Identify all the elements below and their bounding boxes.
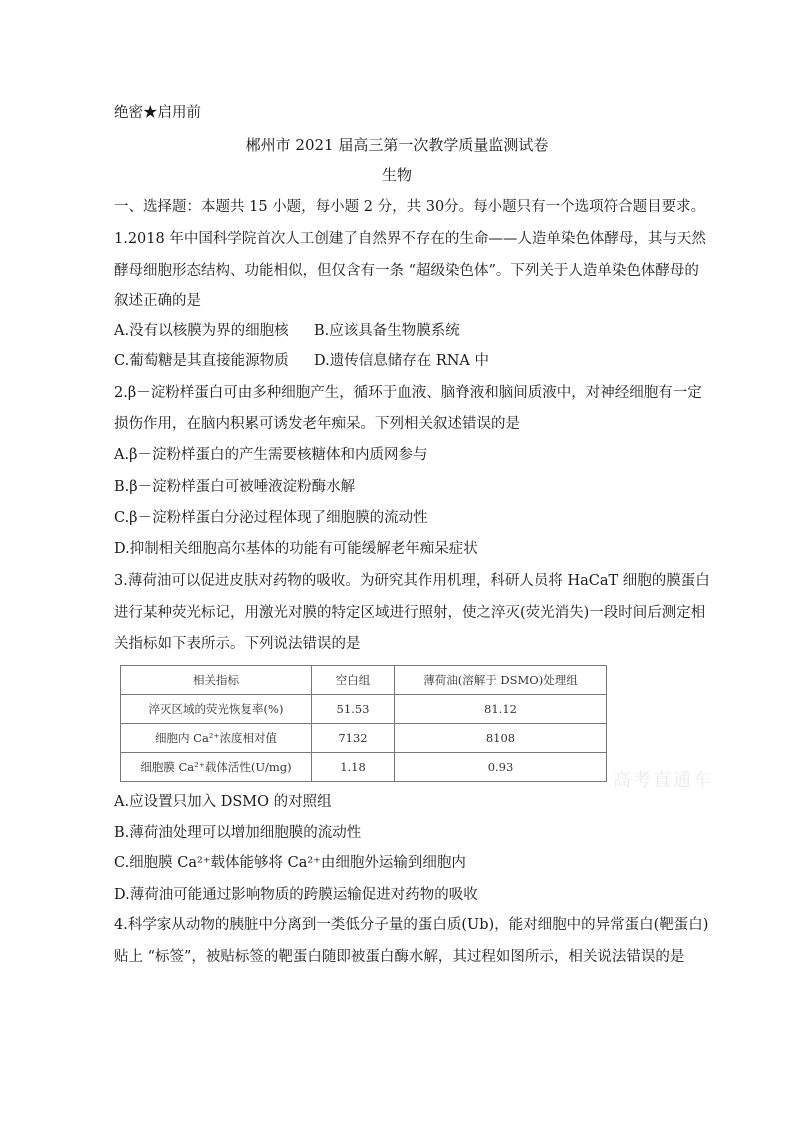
- q3-stem-line: 3.薄荷油可以促进皮肤对药物的吸收。为研究其作用机理，科研人员将 HaCaT 细胞的膜蛋白: [114, 573, 710, 589]
- table-header-row: [121, 666, 607, 695]
- section-heading: 一、选择题：本题共 15 小题，每小题 2 分，共 30分。每小题只有一个选项符合题目要求。: [114, 199, 706, 215]
- q3-option-d: D.薄荷油可能通过影响物质的跨膜运输促进对药物的吸收: [114, 887, 478, 903]
- q2-option-a: A.β－淀粉样蛋白的产生需要核糖体和内质网参与: [114, 447, 428, 463]
- watermark: 高考直通车: [613, 770, 713, 791]
- q1-stem-line: 1.2018 年中国科学院首次人工创建了自然界不存在的生命——人造单染色体酵母，其与天然: [114, 231, 706, 247]
- table-row: [121, 753, 607, 782]
- table-cell: 7132: [312, 724, 395, 753]
- q2-stem-line: 2.β－淀粉样蛋白可由多种细胞产生，循环于血液、脑脊液和脑间质液中，对神经细胞有一定: [114, 385, 702, 401]
- table-cell: 0.93: [395, 753, 607, 782]
- q2-option-c: C.β－淀粉样蛋白分泌过程体现了细胞膜的流动性: [114, 510, 428, 526]
- table-cell: 51.53: [312, 695, 395, 724]
- table-cell: 1.18: [312, 753, 395, 782]
- table-row: [121, 724, 607, 753]
- q2-stem-line: 损伤作用，在脑内积累可诱发老年痴呆。下列相关叙述错误的是: [114, 416, 520, 432]
- table-cell: 细胞内 Ca²⁺浓度相对值: [121, 724, 312, 753]
- table-header-cell: 空白组: [312, 666, 395, 695]
- q1-stem-line: 叙述正确的是: [114, 293, 201, 309]
- q3-option-a: A.应设置只加入 DSMO 的对照组: [114, 794, 332, 810]
- q2-option-d: D.抑制相关细胞高尔基体的功能有可能缓解老年痴呆症状: [114, 541, 478, 557]
- table-row: [121, 695, 607, 724]
- q1-option-d: D.遗传信息储存在 RNA 中: [314, 353, 490, 369]
- exam-title: 郴州市 2021 届高三第一次教学质量监测试卷: [245, 136, 549, 154]
- q3-data-table: [120, 665, 607, 782]
- q3-stem-line: 进行某种荧光标记，用激光对膜的特定区域进行照射，使之淬灭(荧光消失)一段时间后测定相: [114, 605, 706, 621]
- q1-option-c: C.葡萄糖是其直接能源物质: [114, 353, 289, 369]
- q1-option-a: A.没有以核膜为界的细胞核: [114, 323, 289, 339]
- table-cell: 淬灭区域的荧光恢复率(%): [121, 695, 312, 724]
- q1-stem-line: 酵母细胞形态结构、功能相似，但仅含有一条 “超级染色体”。下列关于人造单染色体酵母的: [114, 263, 699, 279]
- table-cell: 细胞膜 Ca²⁺载体活性(U/mg): [121, 753, 312, 782]
- q4-stem-line: 贴上 “标签”，被贴标签的靶蛋白随即被蛋白酶水解，其过程如图所示，相关说法错误的是: [114, 949, 685, 965]
- q4-stem-line: 4.科学家从动物的胰脏中分离到一类低分子量的蛋白质(Ub)，能对细胞中的异常蛋白(靶蛋白): [114, 917, 709, 933]
- q3-option-c: C.细胞膜 Ca²⁺载体能够将 Ca²⁺由细胞外运输到细胞内: [114, 855, 466, 871]
- secret-mark: 绝密★启用前: [114, 105, 201, 121]
- q2-option-b: B.β－淀粉样蛋白可被唾液淀粉酶水解: [114, 479, 356, 495]
- q3-stem-line: 关指标如下表所示。下列说法错误的是: [114, 636, 361, 652]
- table-cell: 81.12: [395, 695, 607, 724]
- q3-option-b: B.薄荷油处理可以增加细胞膜的流动性: [114, 825, 362, 841]
- subject-title: 生物: [381, 166, 412, 184]
- q1-option-b: B.应该具备生物膜系统: [314, 323, 460, 339]
- table-cell: 8108: [395, 724, 607, 753]
- table-header-cell: 相关指标: [121, 666, 312, 695]
- table-header-cell: 薄荷油(溶解于 DSMO)处理组: [395, 666, 607, 695]
